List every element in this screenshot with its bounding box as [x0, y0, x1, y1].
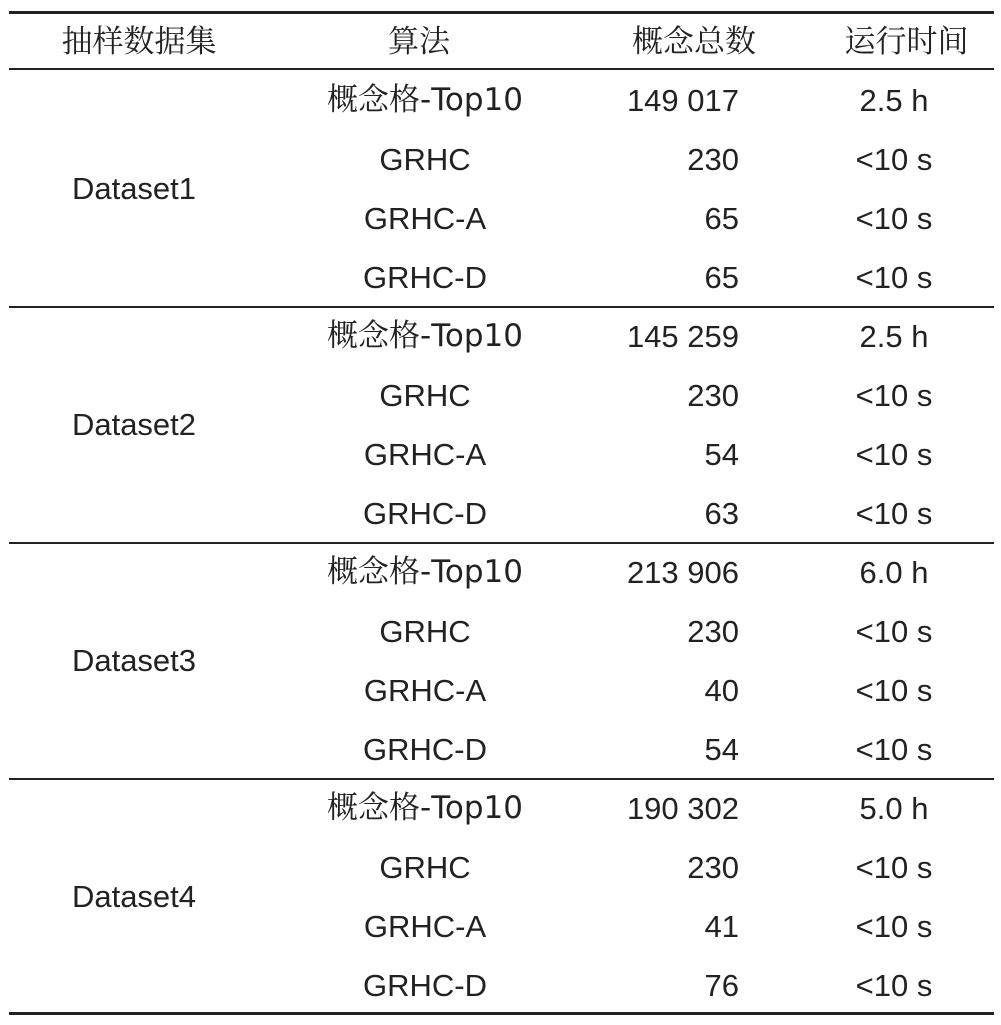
concept-count-cell: 65	[704, 260, 739, 295]
header-concept-count: 概念总数	[632, 24, 756, 60]
concept-count-cell: 230	[687, 378, 739, 413]
concept-count-cell: 230	[687, 142, 739, 177]
runtime-cell: 2.5 h	[859, 83, 929, 118]
table-row	[9, 661, 994, 720]
runtime-cell: 5.0 h	[859, 791, 929, 826]
runtime-cell: <10 s	[855, 496, 933, 531]
table-row	[9, 130, 994, 189]
dataset-group	[9, 779, 994, 1015]
table-bottom-rule	[9, 1012, 994, 1015]
algorithm-cell: GRHC-A	[363, 909, 487, 944]
table-header	[9, 14, 994, 68]
table-row	[9, 71, 994, 130]
algorithm-cell: GRHC-A	[363, 201, 487, 236]
runtime-cell: <10 s	[855, 673, 933, 708]
dataset-label: Dataset1	[71, 171, 197, 206]
dataset-group	[9, 307, 994, 543]
dataset-label: Dataset4	[71, 879, 197, 914]
concept-count-cell: 63	[704, 496, 739, 531]
algorithm-cell: GRHC-D	[363, 496, 487, 531]
runtime-cell: <10 s	[855, 732, 933, 767]
runtime-cell: <10 s	[855, 437, 933, 472]
table-row	[9, 543, 994, 602]
table-row	[9, 602, 994, 661]
table-row	[9, 307, 994, 366]
algorithm-cell: GRHC	[379, 378, 471, 413]
header-runtime: 运行时间	[844, 24, 969, 60]
algorithm-cell: GRHC-A	[363, 673, 487, 708]
runtime-cell: <10 s	[855, 142, 933, 177]
dataset-group	[9, 71, 994, 307]
concept-count-cell: 54	[704, 732, 739, 767]
table-row	[9, 425, 994, 484]
concept-count-cell: 145 259	[626, 319, 739, 354]
concept-count-cell: 65	[704, 201, 739, 236]
concept-count-cell: 149 017	[626, 83, 739, 118]
table-row	[9, 366, 994, 425]
algorithm-cell: GRHC	[379, 850, 471, 885]
table-row	[9, 484, 994, 543]
header-dataset: 抽样数据集	[61, 24, 217, 60]
runtime-cell: 6.0 h	[859, 555, 929, 590]
header-algorithm: 算法	[388, 24, 450, 60]
concept-count-cell: 230	[687, 850, 739, 885]
concept-count-cell: 41	[704, 909, 739, 944]
algorithm-cell: GRHC-D	[363, 732, 487, 767]
dataset-label: Dataset2	[71, 407, 197, 442]
algorithm-cell: GRHC-D	[363, 260, 487, 295]
header-rule	[9, 68, 994, 70]
runtime-cell: <10 s	[855, 378, 933, 413]
algorithm-cell: GRHC-D	[363, 968, 487, 1003]
table-row	[9, 779, 994, 838]
runtime-cell: <10 s	[855, 614, 933, 649]
runtime-cell: <10 s	[855, 968, 933, 1003]
algorithm-cell: 概念格-Top10	[327, 790, 523, 826]
algorithm-cell: 概念格-Top10	[327, 554, 523, 590]
table-row	[9, 956, 994, 1015]
runtime-cell: <10 s	[855, 909, 933, 944]
runtime-cell: <10 s	[855, 850, 933, 885]
concept-count-cell: 190 302	[626, 791, 739, 826]
table-row	[9, 248, 994, 307]
concept-count-cell: 54	[704, 437, 739, 472]
dataset-group	[9, 543, 994, 779]
algorithm-cell: GRHC	[379, 142, 471, 177]
runtime-cell: 2.5 h	[859, 319, 929, 354]
table-row	[9, 189, 994, 248]
algorithm-cell: 概念格-Top10	[327, 82, 523, 118]
table-row	[9, 897, 994, 956]
table-row	[9, 838, 994, 897]
runtime-cell: <10 s	[855, 201, 933, 236]
concept-count-cell: 213 906	[626, 555, 739, 590]
concept-count-cell: 76	[704, 968, 739, 1003]
runtime-cell: <10 s	[855, 260, 933, 295]
concept-count-cell: 40	[704, 673, 739, 708]
concept-count-cell: 230	[687, 614, 739, 649]
algorithm-cell: GRHC-A	[363, 437, 487, 472]
dataset-label: Dataset3	[71, 643, 197, 678]
algorithm-cell: 概念格-Top10	[327, 318, 523, 354]
algorithm-cell: GRHC	[379, 614, 471, 649]
table-row	[9, 720, 994, 779]
